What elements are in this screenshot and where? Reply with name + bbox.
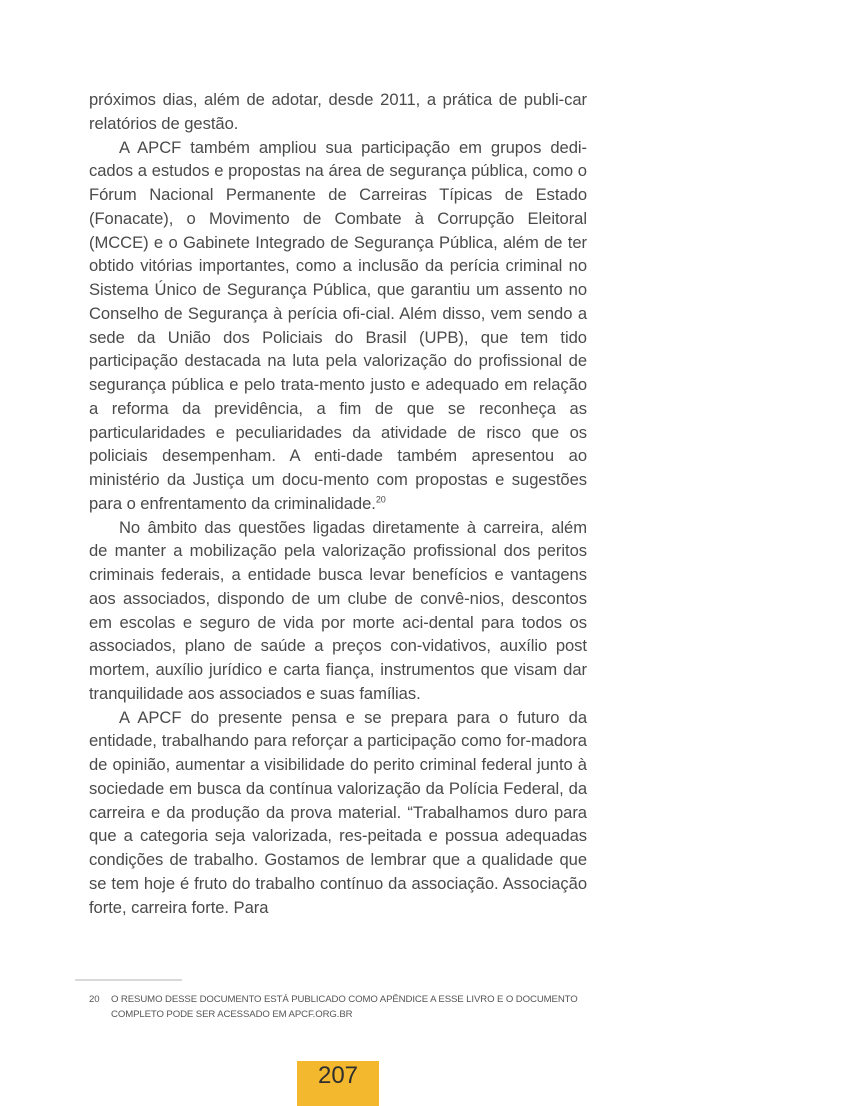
footnote-text: O RESUMO DESSE DOCUMENTO ESTÁ PUBLICADO COMO APÊNDICE A ESSE LIVRO E O DOCUMENTO COMPLETO PODE SER ACESSADO EM APCF.ORG.BR	[111, 994, 578, 1020]
paragraph-1: próximos dias, além de adotar, desde 2011, a prática de publi-car relatórios de gestão.	[89, 90, 587, 133]
paragraph-3: No âmbito das questões ligadas diretamente à carreira, além de manter a mobilização pela valorização profissional dos peritos criminais federais, a entidade busca levar benefícios e vantagens aos associados, dispondo de um clube de convê-nios, descontos em escolas e seguro de vida por morte aci-dental para todos os associados, plano de saúde a preços con-vidativos, auxílio post mortem, auxílio jurídico e carta fiança, instrumentos que visam dar tranquilidade aos associados e suas famílias.	[89, 517, 587, 703]
paragraph-4: A APCF do presente pensa e se prepara para o futuro da entidade, trabalhando para reforçar a participação como for-madora de opinião, aumentar a visibilidade do perito criminal federal junto à sociedade em busca da contínua valorização da Polícia Federal, da carreira e da produção da prova material. “Trabalhamos duro para que a categoria seja valorizada, res-peitada e possua adequadas condições de trabalho. Gostamos de lembrar que a qualidade que se tem hoje é fruto do trabalho contínuo da associação. Associação forte, carreira forte. Para	[89, 707, 587, 917]
paragraph-2-text: A APCF também ampliou sua participação em grupos dedi-cados a estudos e propostas na área de segurança pública, como o Fórum Nacional Permanente de Carreiras Típicas de Estado (Fonacate), o Movimento de Combate à Corrupção Eleitoral (MCCE) e o Gabinete Integrado de Segurança Pública, além de ter obtido vitórias importantes, como a inclusão da perícia criminal no Sistema Único de Segurança Pública, que garantiu um assento no Conselho de Segurança à perícia ofi-cial. Além disso, vem sendo a sede da União dos Policiais do Brasil (UPB), que tem tido participação destacada na luta pela valorização do profissional de segurança pública e pelo trata-mento justo e adequado em relação a reforma da previdência, a fim de que se reconheça as particularidades e peculiaridades da atividade de risco que os policiais desempenham. A enti-dade também apresentou ao ministério da Justiça um docu-mento com propostas e sugestões para o enfrentamento da criminalidade.	[89, 137, 587, 513]
footnote-reference[interactable]: 20	[375, 494, 386, 505]
body-text	[89, 88, 587, 919]
footnote	[89, 992, 609, 1022]
paragraph-2	[89, 136, 587, 516]
footnote-divider	[75, 979, 182, 981]
footnote-number: 20	[89, 994, 100, 1005]
page-number: 207	[317, 1062, 359, 1089]
